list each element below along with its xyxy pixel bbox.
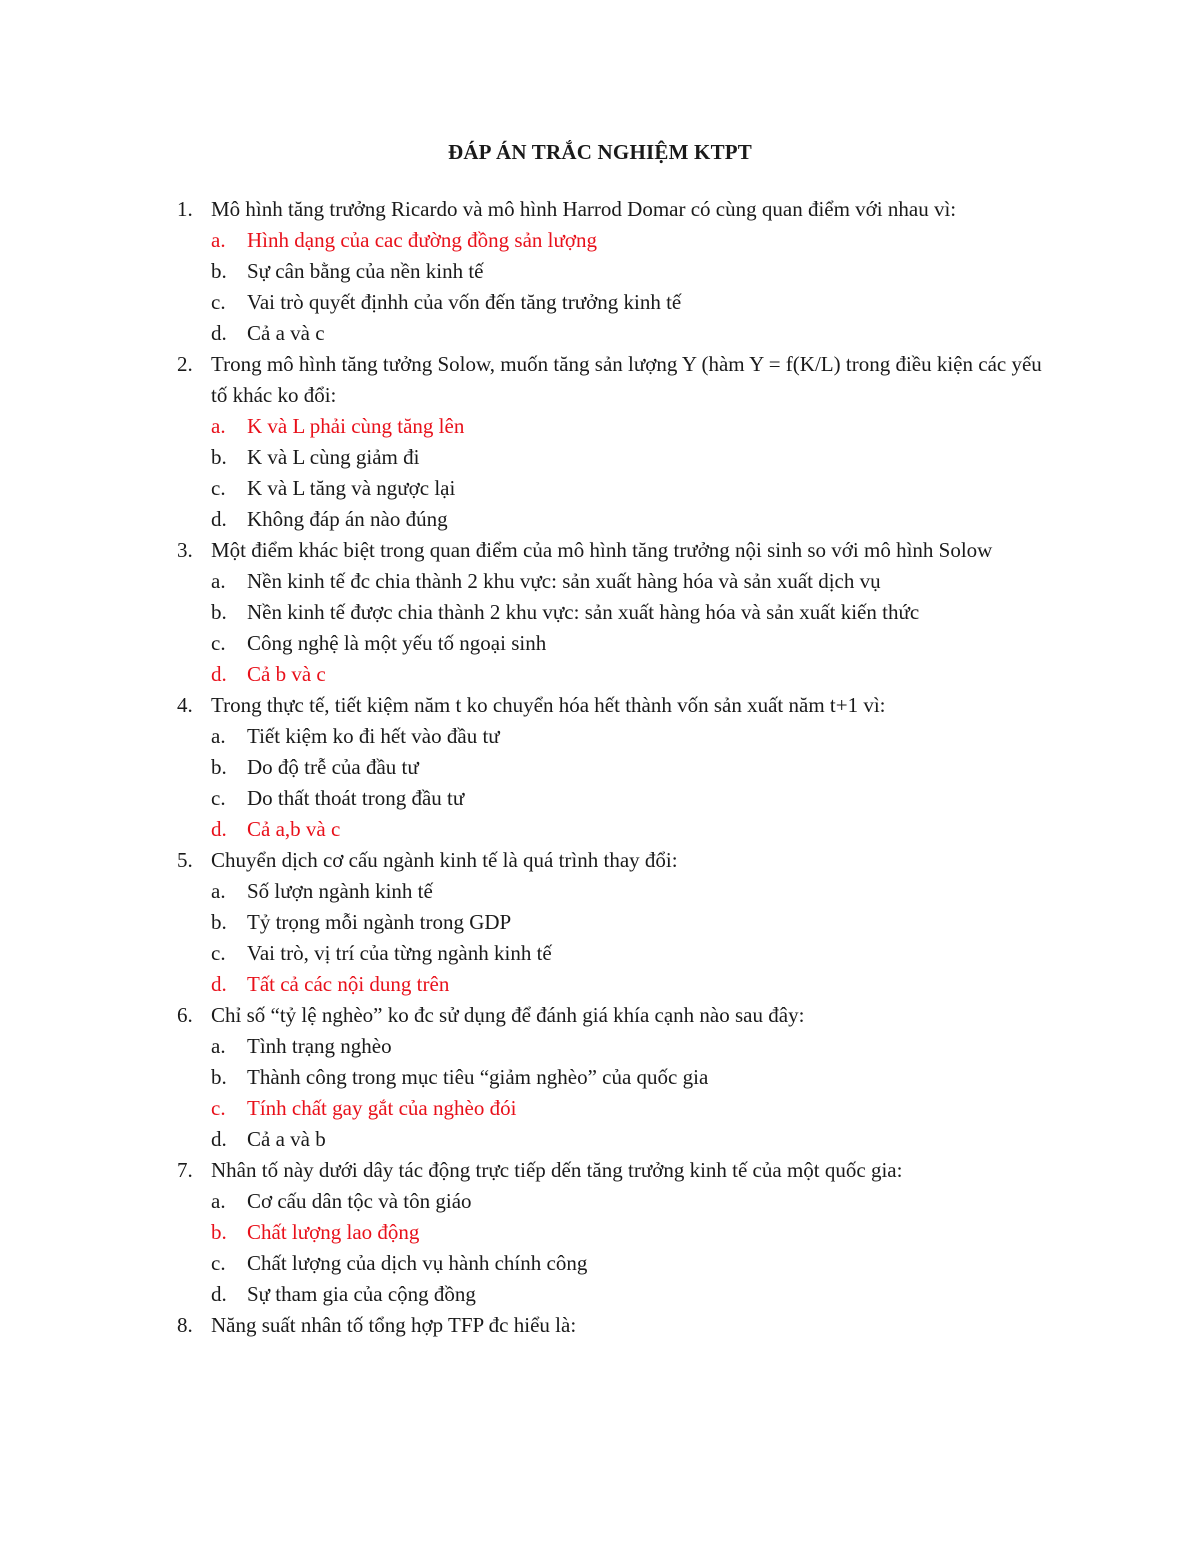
answer-option [0,752,1200,783]
question-text-line [0,194,1200,225]
option-letter: a. [211,228,226,252]
question-text: Một điểm khác biệt trong quan điểm của mô hình tăng trưởng nội sinh so với mô hình Solow [211,538,993,562]
option-letter: b. [211,755,227,779]
question-text: Trong thực tế, tiết kiệm năm t ko chuyển hóa hết thành vốn sản xuất năm t+1 vì: [211,693,886,717]
question-number: 6. [177,1003,193,1027]
answer-option [0,1031,1200,1062]
option-text: Hình dạng của cac đường đồng sản lượng [247,228,597,252]
option-letter: c. [211,1251,226,1275]
question-1 [0,194,1200,349]
answer-option [0,473,1200,504]
option-text: K và L phải cùng tăng lên [247,414,465,438]
option-text: Cơ cấu dân tộc và tôn giáo [247,1189,472,1213]
question-text-line [0,1155,1200,1186]
option-letter: a. [211,569,226,593]
option-text: K và L cùng giảm đi [247,445,420,469]
option-text: Công nghệ là một yếu tố ngoại sinh [247,631,547,655]
option-text: Tính chất gay gắt của nghèo đói [247,1096,517,1120]
question-text-line [0,690,1200,721]
option-letter: b. [211,259,227,283]
answer-option [0,1186,1200,1217]
option-text: Cả a và b [247,1127,326,1151]
answer-option [0,504,1200,535]
option-letter: a. [211,724,226,748]
question-number: 8. [177,1313,193,1337]
option-text: Do độ trễ của đầu tư [247,755,419,779]
question-text-line [0,349,1200,411]
answer-option [0,721,1200,752]
option-letter: d. [211,662,227,686]
answer-option [0,1279,1200,1310]
answer-option [0,783,1200,814]
answer-option [0,907,1200,938]
answer-option-correct [0,411,1200,442]
option-letter: d. [211,817,227,841]
question-6 [0,1000,1200,1155]
option-letter: d. [211,1282,227,1306]
question-7 [0,1155,1200,1310]
option-letter: b. [211,1065,227,1089]
answer-option [0,318,1200,349]
option-letter: d. [211,507,227,531]
option-letter: c. [211,941,226,965]
question-number: 7. [177,1158,193,1182]
option-text: Tỷ trọng mỗi ngành trong GDP [247,910,512,934]
option-text: Cả b và c [247,662,326,686]
option-letter: a. [211,414,226,438]
answer-option [0,566,1200,597]
answer-option [0,1124,1200,1155]
question-text: Trong mô hình tăng tưởng Solow, muốn tăng sản lượng Y (hàm Y = f(K/L) trong điều kiện các yếu tố khác ko đổi: [211,352,1042,407]
option-letter: c. [211,476,226,500]
option-letter: a. [211,879,226,903]
question-number: 4. [177,693,193,717]
question-number: 3. [177,538,193,562]
option-letter: c. [211,1096,226,1120]
option-text: Cả a và c [247,321,325,345]
question-text: Chỉ số “tỷ lệ nghèo” ko đc sử dụng để đánh giá khía cạnh nào sau đây: [211,1003,805,1027]
answer-option [0,442,1200,473]
option-letter: c. [211,290,226,314]
answer-option [0,287,1200,318]
answer-option [0,876,1200,907]
option-letter: a. [211,1034,226,1058]
question-number: 5. [177,848,193,872]
option-text: Sự cân bằng của nền kinh tế [247,259,484,283]
document-title: ĐÁP ÁN TRẮC NGHIỆM KTPT [447,140,753,164]
option-letter: b. [211,1220,227,1244]
question-text-line [0,1310,1200,1341]
question-number: 2. [177,352,193,376]
option-letter: a. [211,1189,226,1213]
answer-option-correct [0,1217,1200,1248]
option-text: Không đáp án nào đúng [247,507,448,531]
option-text: Tất cả các nội dung trên [247,972,450,996]
option-letter: d. [211,321,227,345]
answer-option-correct [0,225,1200,256]
question-text: Chuyển dịch cơ cấu ngành kinh tế là quá trình thay đổi: [211,848,678,872]
question-3 [0,535,1200,690]
option-text: Tiết kiệm ko đi hết vào đầu tư [247,724,500,748]
option-text: Do thất thoát trong đầu tư [247,786,465,810]
option-letter: b. [211,600,227,624]
answer-option [0,256,1200,287]
option-text: K và L tăng và ngược lại [247,476,456,500]
answer-option [0,628,1200,659]
option-letter: c. [211,631,226,655]
option-text: Số lượn ngành kinh tế [247,879,433,903]
question-text-line [0,535,1200,566]
answer-option-correct [0,1093,1200,1124]
answer-option [0,1062,1200,1093]
answer-option-correct [0,659,1200,690]
question-8 [0,1310,1200,1341]
answer-option-correct [0,814,1200,845]
answer-option [0,597,1200,628]
option-text: Sự tham gia của cộng đồng [247,1282,476,1306]
option-text: Vai trò, vị trí của từng ngành kinh tế [247,941,552,965]
answer-option-correct [0,969,1200,1000]
question-2 [0,349,1200,535]
option-text: Thành công trong mục tiêu “giảm nghèo” của quốc gia [247,1065,709,1089]
option-letter: c. [211,786,226,810]
option-text: Chất lượng của dịch vụ hành chính công [247,1251,588,1275]
question-4 [0,690,1200,845]
answer-option [0,1248,1200,1279]
option-text: Tình trạng nghèo [247,1034,392,1058]
question-text: Năng suất nhân tố tổng hợp TFP đc hiểu là: [211,1313,577,1337]
option-text: Nền kinh tế đc chia thành 2 khu vực: sản xuất hàng hóa và sản xuất dịch vụ [247,569,881,593]
option-letter: b. [211,910,227,934]
question-list [0,194,1200,1341]
option-text: Vai trò quyết địnhh của vốn đến tăng trưởng kinh tế [247,290,682,314]
option-text: Cả a,b và c [247,817,341,841]
option-letter: b. [211,445,227,469]
option-letter: d. [211,1127,227,1151]
question-text: Mô hình tăng trưởng Ricardo và mô hình Harrod Domar có cùng quan điểm với nhau vì: [211,197,957,221]
question-text: Nhân tố này dưới dây tác động trực tiếp dến tăng trưởng kinh tế của một quốc gia: [211,1158,903,1182]
option-text: Chất lượng lao động [247,1220,420,1244]
option-letter: d. [211,972,227,996]
question-5 [0,845,1200,1000]
question-number: 1. [177,197,193,221]
option-text: Nền kinh tế được chia thành 2 khu vực: sản xuất hàng hóa và sản xuất kiến thức [247,600,920,624]
question-text-line [0,845,1200,876]
question-text-line [0,1000,1200,1031]
answer-option [0,938,1200,969]
